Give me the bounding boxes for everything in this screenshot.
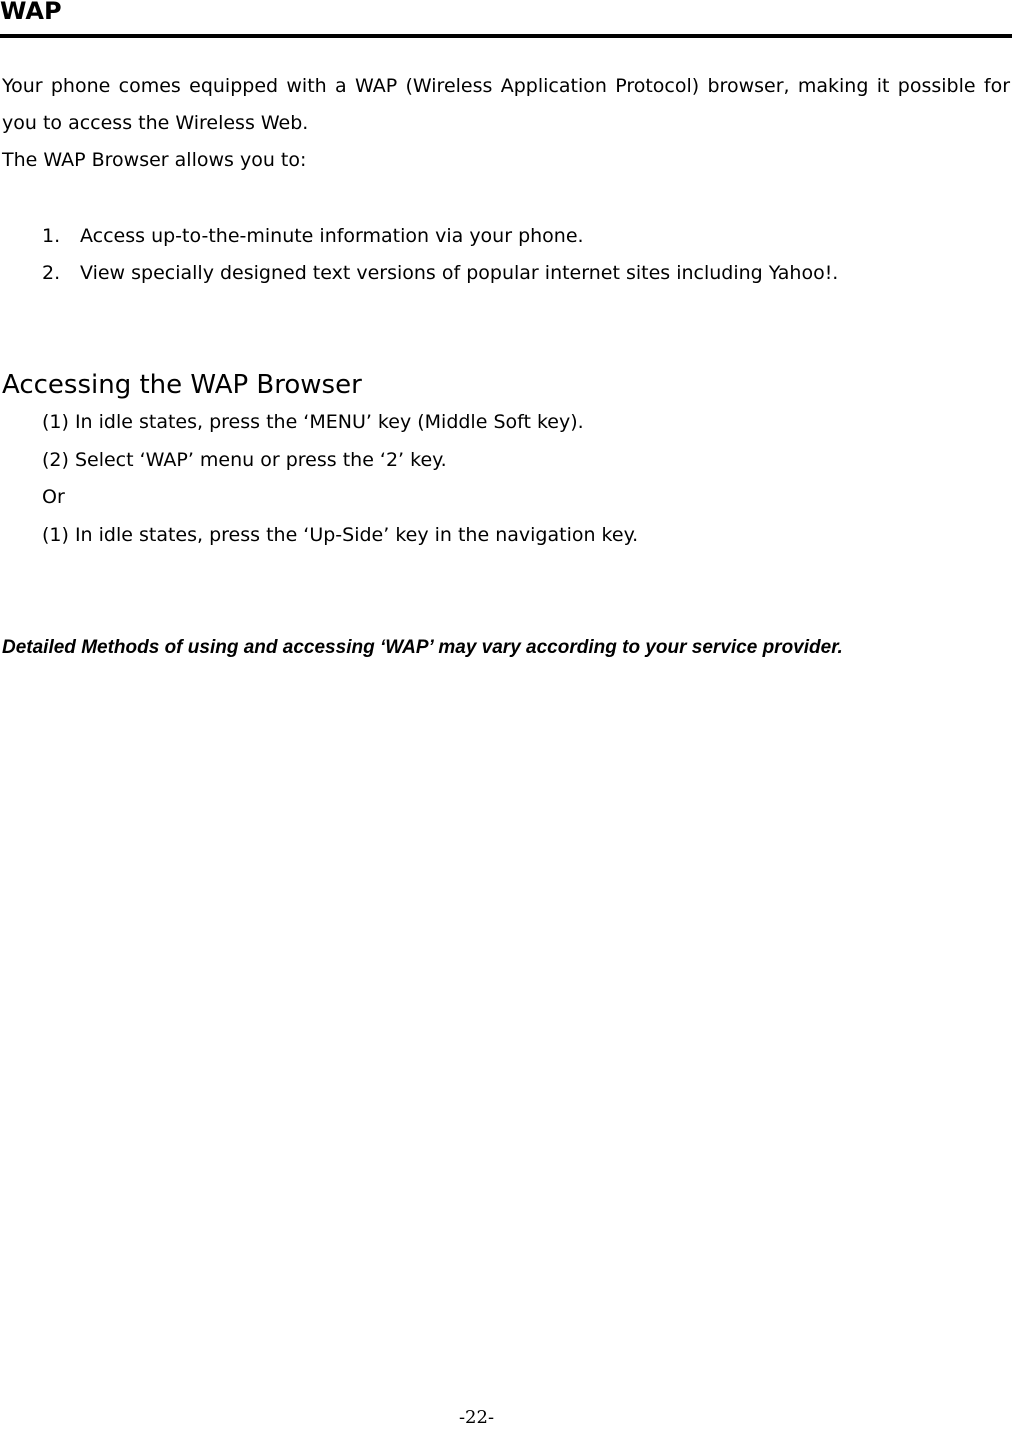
section-heading: Accessing the WAP Browser (2, 370, 362, 400)
step-item: (1) In idle states, press the ‘Up-Side’ key in the navigation key. (42, 523, 639, 546)
provider-note: Detailed Methods of using and accessing ‘WAP’ may vary according to your service provider. (2, 637, 843, 658)
page-title: WAP (0, 0, 62, 25)
intro-lead: The WAP Browser allows you to: (2, 149, 307, 171)
page-number: -22- (458, 1407, 495, 1428)
list-item-text: View specially designed text versions of popular internet sites including Yahoo!. (80, 262, 839, 284)
feature-list (42, 218, 838, 292)
step-item: (1) In idle states, press the ‘MENU’ key (Middle Soft key). (42, 411, 584, 433)
list-item (42, 255, 838, 292)
step-item: (2) Select ‘WAP’ menu or press the ‘2’ key. (42, 448, 447, 471)
title-divider (0, 34, 1012, 38)
steps-list (42, 404, 638, 554)
list-item-number: 2. (42, 262, 61, 284)
step-item: Or (42, 486, 65, 508)
intro-paragraph: Your phone comes equipped with a WAP (Wireless Application Protocol) browser, making it possible for you to access the Wireless Web. (2, 75, 1010, 134)
list-item-number: 1. (42, 225, 61, 247)
list-item-text: Access up-to-the-minute information via your phone. (80, 225, 584, 247)
list-item (42, 218, 838, 255)
